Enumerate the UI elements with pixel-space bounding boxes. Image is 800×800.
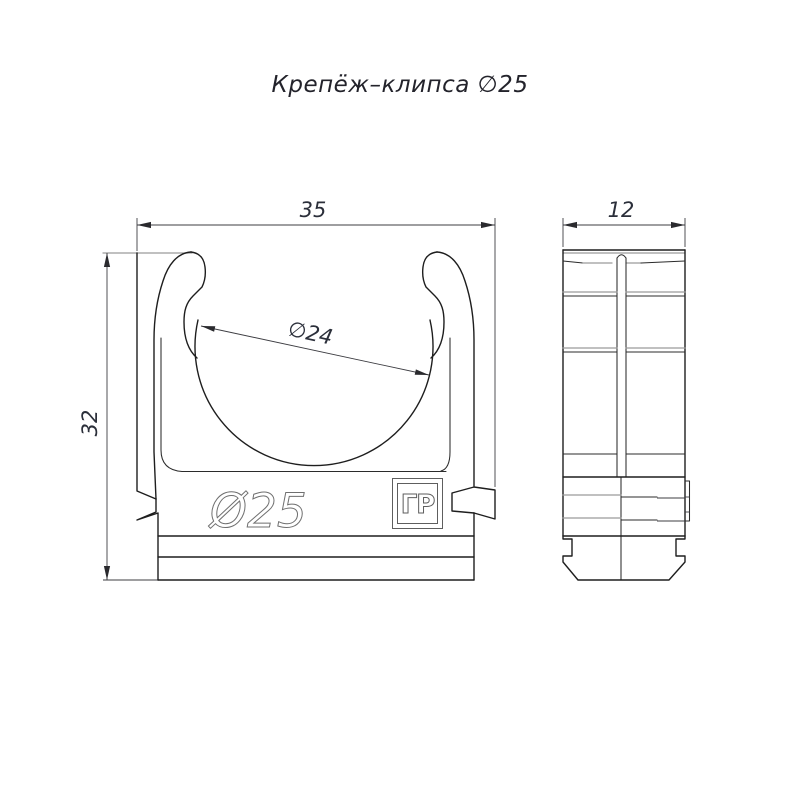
logo-letters: ГР — [400, 490, 435, 520]
center-rib-cap — [617, 255, 626, 258]
left-wing-notch — [137, 499, 158, 580]
side-outline — [563, 250, 690, 580]
latch-inner-wedge — [452, 487, 474, 513]
front-view — [78, 198, 495, 580]
drawing-title: Крепёж–клипса ∅25 — [271, 72, 529, 98]
side-base-profile — [563, 536, 685, 580]
arrowhead-right — [481, 222, 495, 228]
dim-text-height: 32 — [78, 409, 102, 437]
arrowhead-left — [563, 222, 577, 228]
arrowhead-end — [415, 369, 429, 375]
dimension-depth-12 — [563, 198, 685, 247]
arrowhead-top — [104, 253, 110, 267]
right-prong-contour — [441, 338, 450, 471]
left-prong-outer — [154, 252, 191, 499]
arrowhead-left — [137, 222, 151, 228]
dim-text-diameter: ∅24 — [285, 316, 335, 350]
clip-outline — [137, 252, 495, 580]
right-prong-outer — [437, 252, 474, 486]
manufacturer-logo — [393, 479, 443, 529]
dimension-diameter-24 — [201, 317, 429, 375]
prong-tip-line-left — [563, 261, 583, 263]
prong-tip-line-right — [641, 261, 685, 263]
latch-outer-wing — [474, 487, 495, 519]
arrowhead-start — [201, 326, 215, 332]
emboss-size-text: Ø25 — [210, 484, 307, 539]
side-view — [563, 198, 690, 580]
left-wing-edge — [137, 253, 156, 499]
arrowhead-right — [671, 222, 685, 228]
dim-text-depth: 12 — [607, 198, 635, 222]
dimension-height-32 — [78, 253, 192, 580]
arrowhead-bottom — [104, 566, 110, 580]
left-prong-contour — [161, 338, 182, 472]
dim-text-width: 35 — [299, 198, 327, 222]
